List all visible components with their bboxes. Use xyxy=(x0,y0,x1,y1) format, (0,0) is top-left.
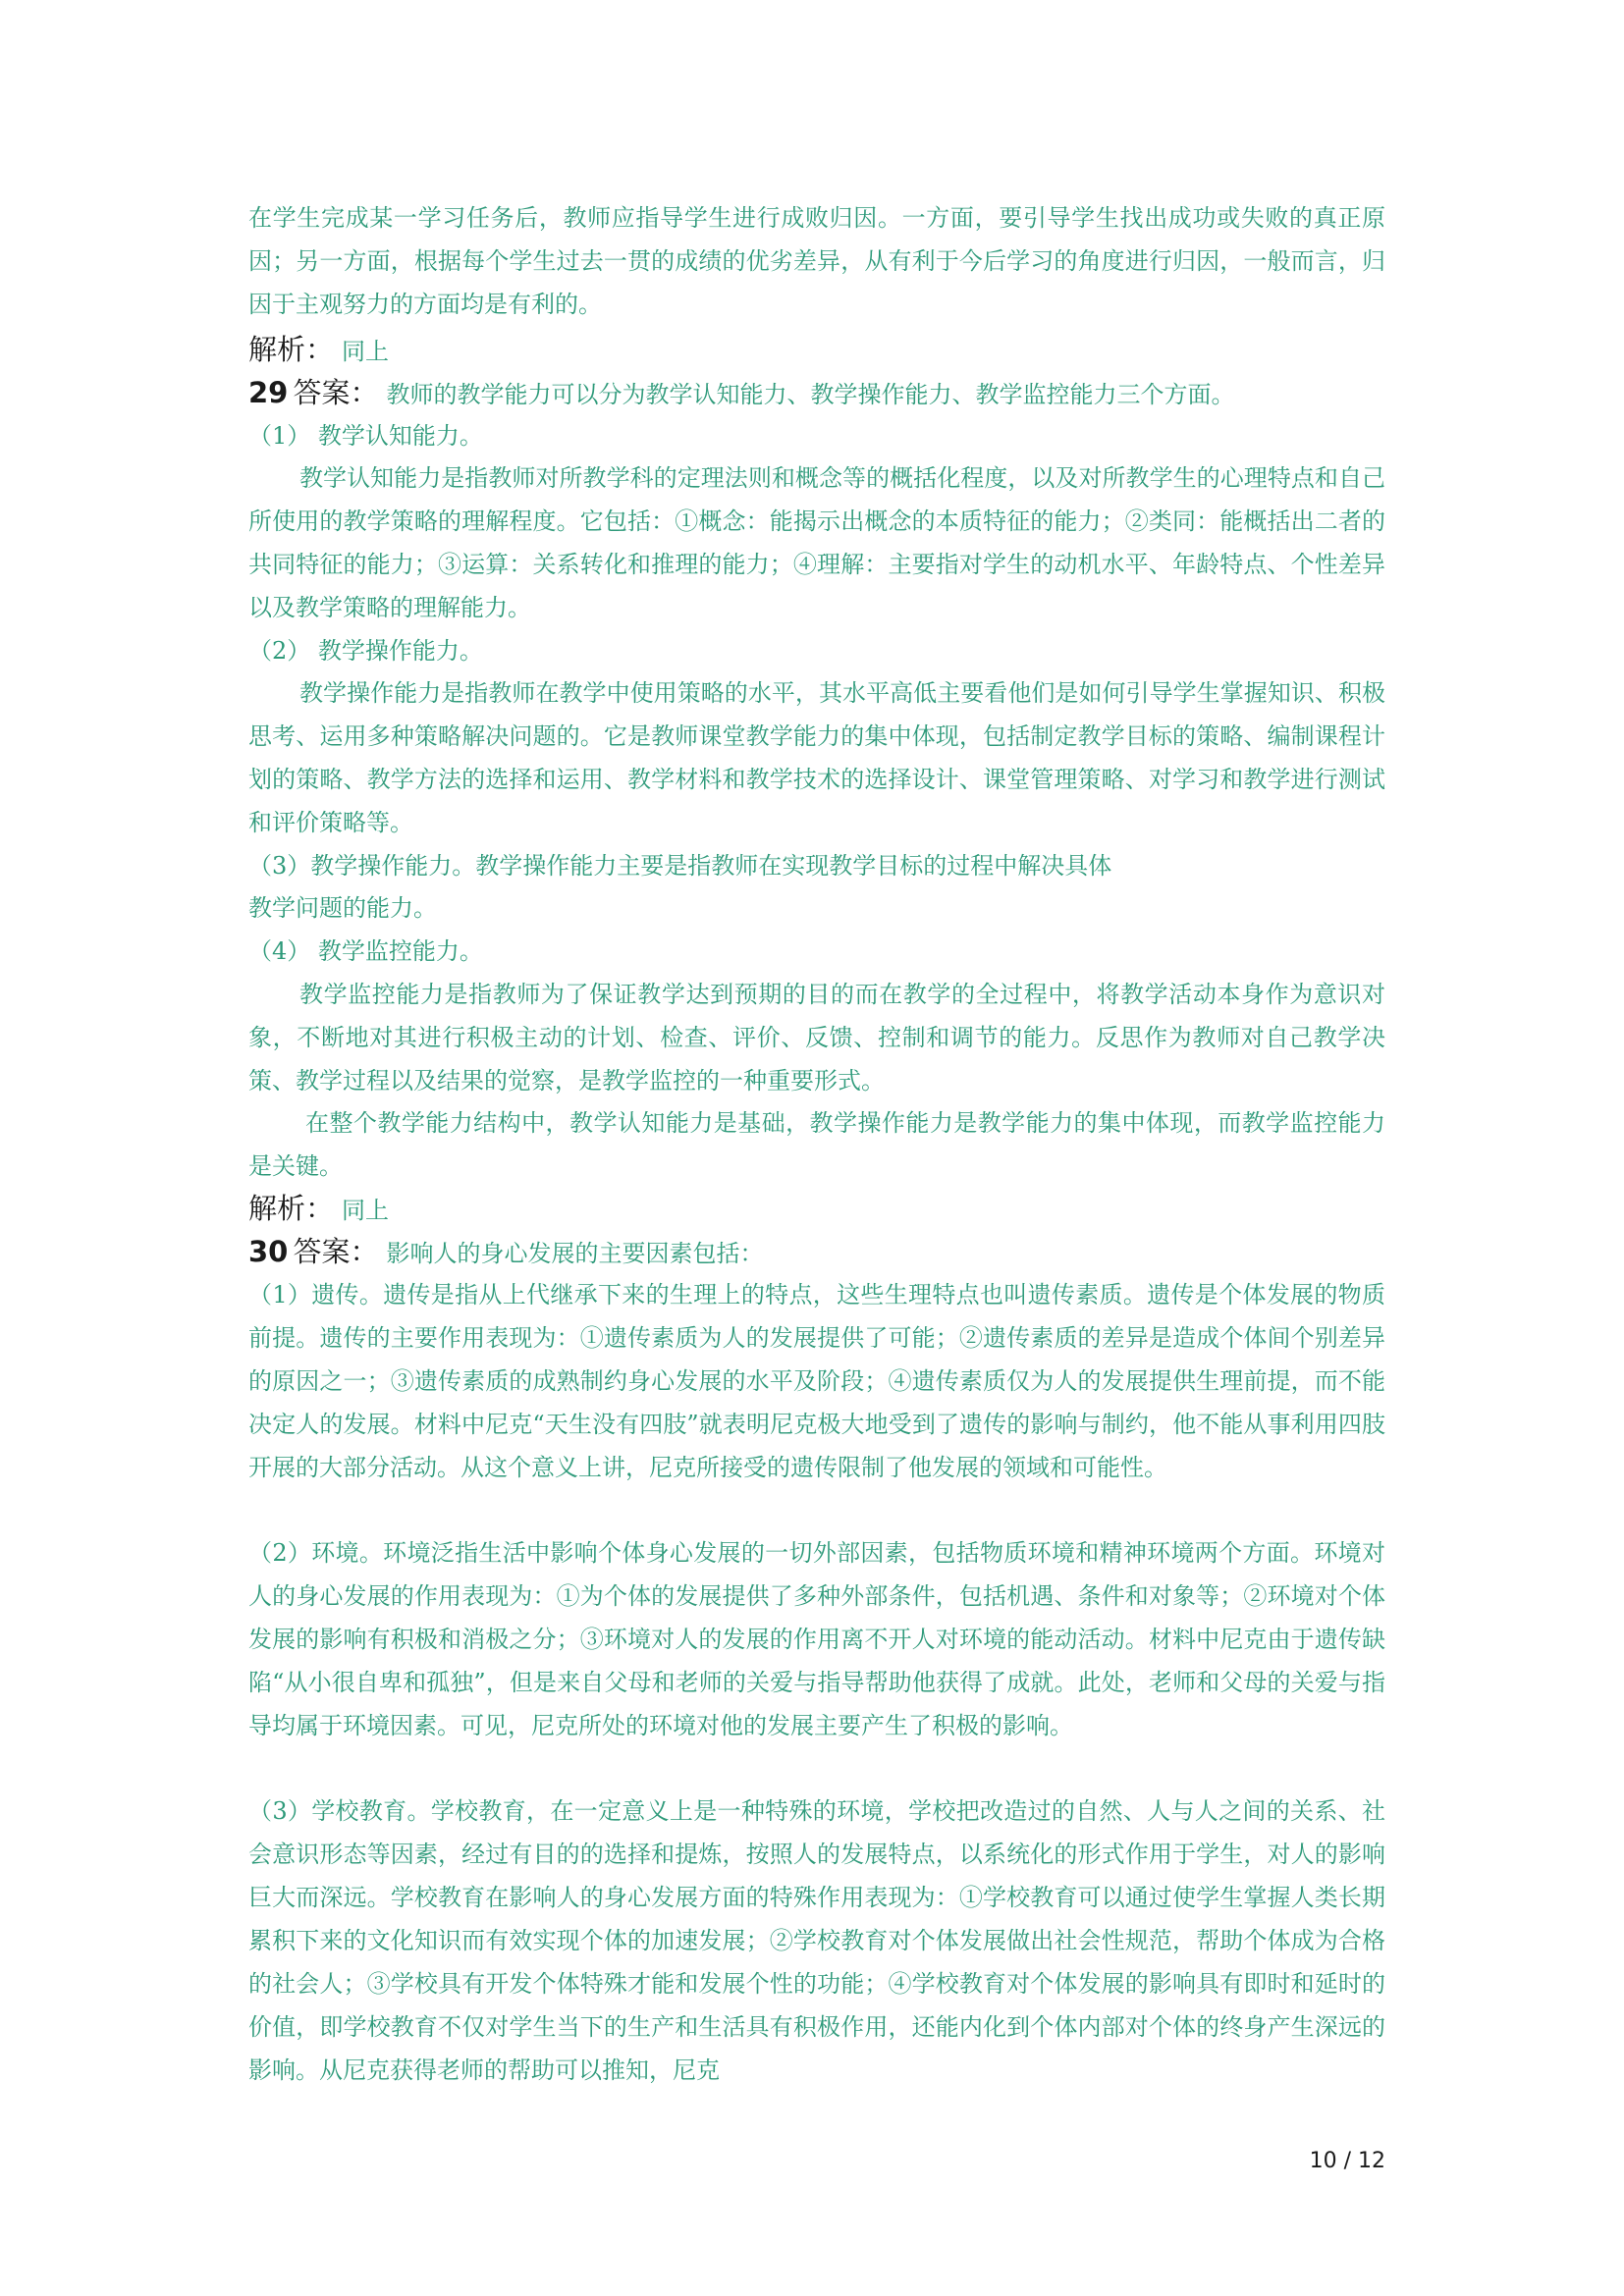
q30-paragraph-2: （2）环境。环境泛指生活中影响个体身心发展的一切外部因素，包括物质环境和精神环境两个方面。环境对人的身心发展的作用表现为：①为个体的发展提供了多种外部条件，包括机遇、条件和对象等；②环境对个体发展的影响有积极和消极之分；③环境对人的发展的作用离不开人对环境的能动活动。材料中尼克由于遗传缺陷“从小很自卑和孤独”，但是来自父母和老师的关爱与指导帮助他获得了成就。此处，老师和父母的关爱与指导均属于环境因素。可见，尼克所处的环境对他的发展主要产生了积极的影响。 xyxy=(248,1539,1385,1739)
q30-answer-line xyxy=(248,1230,1385,1278)
analysis-label: 解析： xyxy=(248,1192,335,1225)
q30-answer-text: 影响人的身心发展的主要因素包括： xyxy=(386,1240,764,1267)
intro-paragraph: 在学生完成某一学习任务后，教师应指导学生进行成败归因。一方面，要引导学生找出成功或失败的真正原因；另一方面，根据每个学生过去一贯的成绩的优劣差异，从有利于今后学习的角度进行归因，一般而言，归因于主观努力的方面均是有利的。 xyxy=(248,204,1385,318)
q29-paragraph-2: 教学操作能力是指教师在教学中使用策略的水平，其水平高低主要看他们是如何引导学生掌握知识、积极思考、运用多种策略解决问题的。它是教师课堂教学能力的集中体现，包括制定教学目标的策略、编制课程计划的策略、教学方法的选择和运用、教学材料和教学技术的选择设计、课堂管理策略、对学习和教学进行测试和评价策略等。 xyxy=(248,679,1385,836)
q30-paragraph-1: （1）遗传。遗传是指从上代继承下来的生理上的特点，这些生理特点也叫遗传素质。遗传是个体发展的物质前提。遗传的主要作用表现为：①遗传素质为人的发展提供了可能；②遗传素质的差异是造成个体间个别差异的原因之一；③遗传素质的成熟制约身心发展的水平及阶段；④遗传素质仅为人的发展提供生理前提，而不能决定人的发展。材料中尼克“天生没有四肢”就表明尼克极大地受到了遗传的影响与制约，他不能从事利用四肢开展的大部分活动。从这个意义上讲，尼克所接受的遗传限制了他发展的领域和可能性。 xyxy=(248,1281,1385,1481)
q29-number: 29 xyxy=(248,376,289,409)
analysis-value: 同上 xyxy=(342,1197,390,1224)
q29-paragraph-3-line-2: 教学问题的能力。 xyxy=(248,894,437,922)
q29-heading-1: （1） 教学认知能力。 xyxy=(248,422,483,450)
q29-paragraph-5: 在整个教学能力结构中，教学认知能力是基础，教学操作能力是教学能力的集中体现，而教学监控能力是关键。 xyxy=(248,1109,1385,1180)
q30-paragraph-3: （3）学校教育。学校教育，在一定意义上是一种特殊的环境，学校把改造过的自然、人与人之间的关系、社会意识形态等因素，经过有目的的选择和提炼，按照人的发展特点，以系统化的形式作用于学生，对人的影响巨大而深远。学校教育在影响人的身心发展方面的特殊作用表现为：①学校教育可以通过使学生掌握人类长期累积下来的文化知识而有效实现个体的加速发展；②学校教育对个体发展做出社会性规范，帮助个体成为合格的社会人；③学校具有开发个体特殊才能和发展个性的功能；④学校教育对个体发展的影响具有即时和延时的价值，即学校教育不仅对学生当下的生产和生活具有积极作用，还能内化到个体内部对个体的终身产生深远的影响。从尼克获得老师的帮助可以推知，尼克 xyxy=(248,1797,1385,2084)
analysis-value: 同上 xyxy=(342,338,390,365)
page-number: 10 / 12 xyxy=(1309,2149,1385,2173)
q29-answer-line xyxy=(248,371,1385,419)
q30-answer-label: 答案： xyxy=(293,1235,379,1268)
q29-answer-label: 答案： xyxy=(293,376,379,409)
q29-answer-text: 教师的教学能力可以分为教学认知能力、教学操作能力、教学监控能力三个方面。 xyxy=(386,381,1235,408)
analysis-label: 解析： xyxy=(248,333,335,366)
q29-heading-4: （4） 教学监控能力。 xyxy=(248,937,483,965)
q29-paragraph-1: 教学认知能力是指教师对所教学科的定理法则和概念等的概括化程度，以及对所教学生的心理特点和自己所使用的教学策略的理解程度。它包括：①概念：能揭示出概念的本质特征的能力；②类同：能概括出二者的共同特征的能力；③运算：关系转化和推理的能力；④理解：主要指对学生的动机水平、年龄特点、个性差异以及教学策略的理解能力。 xyxy=(248,464,1385,621)
q29-paragraph-3-line-1: （3）教学操作能力。教学操作能力主要是指教师在实现教学目标的过程中解决具体 xyxy=(248,852,1112,880)
q30-number: 30 xyxy=(248,1235,289,1268)
q29-paragraph-4: 教学监控能力是指教师为了保证教学达到预期的目的而在教学的全过程中，将教学活动本身作为意识对象，不断地对其进行积极主动的计划、检查、评价、反馈、控制和调节的能力。反思作为教师对自己教学决策、教学过程以及结果的觉察，是教学监控的一种重要形式。 xyxy=(248,981,1385,1095)
q29-heading-2: （2） 教学操作能力。 xyxy=(248,637,483,665)
analysis-line-2 xyxy=(248,1187,1385,1235)
analysis-line-1 xyxy=(248,328,1385,376)
